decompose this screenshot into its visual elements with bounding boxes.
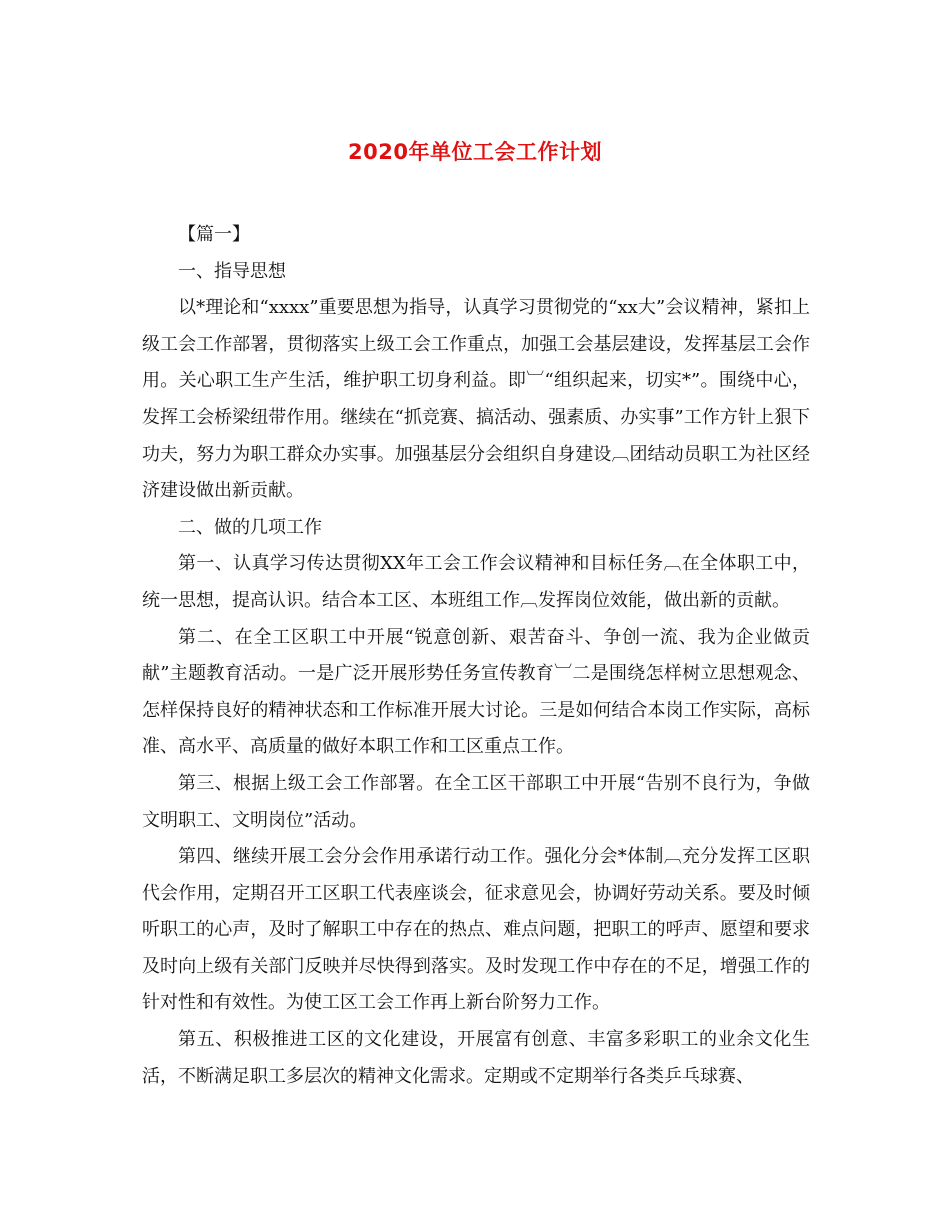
section-label: 【篇一】 xyxy=(178,224,250,245)
paragraph-item-5: 第五、积极推进工区的文化建设，开展富有创意、丰富多彩职工的业余文化生活，不断满足职工多层次的精神文化需求。定期或不定期举行各类乒乓球赛、 xyxy=(142,1029,810,1087)
document-title: 2020年单位工会工作计划 xyxy=(348,140,602,164)
heading-work-items: 二、做的几项工作 xyxy=(178,516,322,538)
paragraph-item-4: 第四、继续开展工会分会作用承诺行动工作。强化分会*体制︹充分发挥工区职代会作用，定期召开工区职工代表座谈会，征求意见会，协调好劳动关系。要及时倾听职工的心声，及时了解职工中存在的热点、难点问题，把职工的呼声、愿望和要求及时向上级有关部门反映并尽快得到落实。及时发现工作中存在的不足，增强工作的针对性和有效性。为使工区工会工作再上新台阶努力工作。 xyxy=(142,846,810,1014)
document-body xyxy=(142,217,810,1095)
heading-guiding-thought: 一、指导思想 xyxy=(178,260,286,282)
paragraph-guiding-thought: 以*理论和“xxxx”重要思想为指导，认真学习贯彻党的“xx大”会议精神，紧扣上级工会工作部署，贯彻落实上级工会工作重点，加强工会基层建设，发挥基层工会作用。关心职工生产生活，维护职工切身利益。即︺“组织起来，切实*”。围绕中心，发挥工会桥梁纽带作用。继续在“抓竞赛、搞活动、强素质、办实事”工作方针上狠下功夫，努力为职工群众办实事。加强基层分会组织自身建设︹团结动员职工为社区经济建设做出新贡献。 xyxy=(142,297,810,502)
paragraph-item-2: 第二、在全工区职工中开展“锐意创新、艰苦奋斗、争创一流、我为企业做贡献”主题教育活动。一是广泛开展形势任务宣传教育︺二是围绕怎样树立思想观念、怎样保持良好的精神状态和工作标准开展大讨论。三是如何结合本岗工作实际，高标准、高水平、高质量的做好本职工作和工区重点工作。 xyxy=(142,626,810,758)
paragraph-item-3: 第三、根据上级工会工作部署。在全工区干部职工中开展“告别不良行为，争做文明职工、文明岗位”活动。 xyxy=(142,772,810,831)
paragraph-item-1: 第一、认真学习传达贯彻XX年工会工作会议精神和目标任务︹在全体职工中，统一思想，提高认识。结合本工区、本班组工作︹发挥岗位效能，做出新的贡献。 xyxy=(142,553,810,611)
